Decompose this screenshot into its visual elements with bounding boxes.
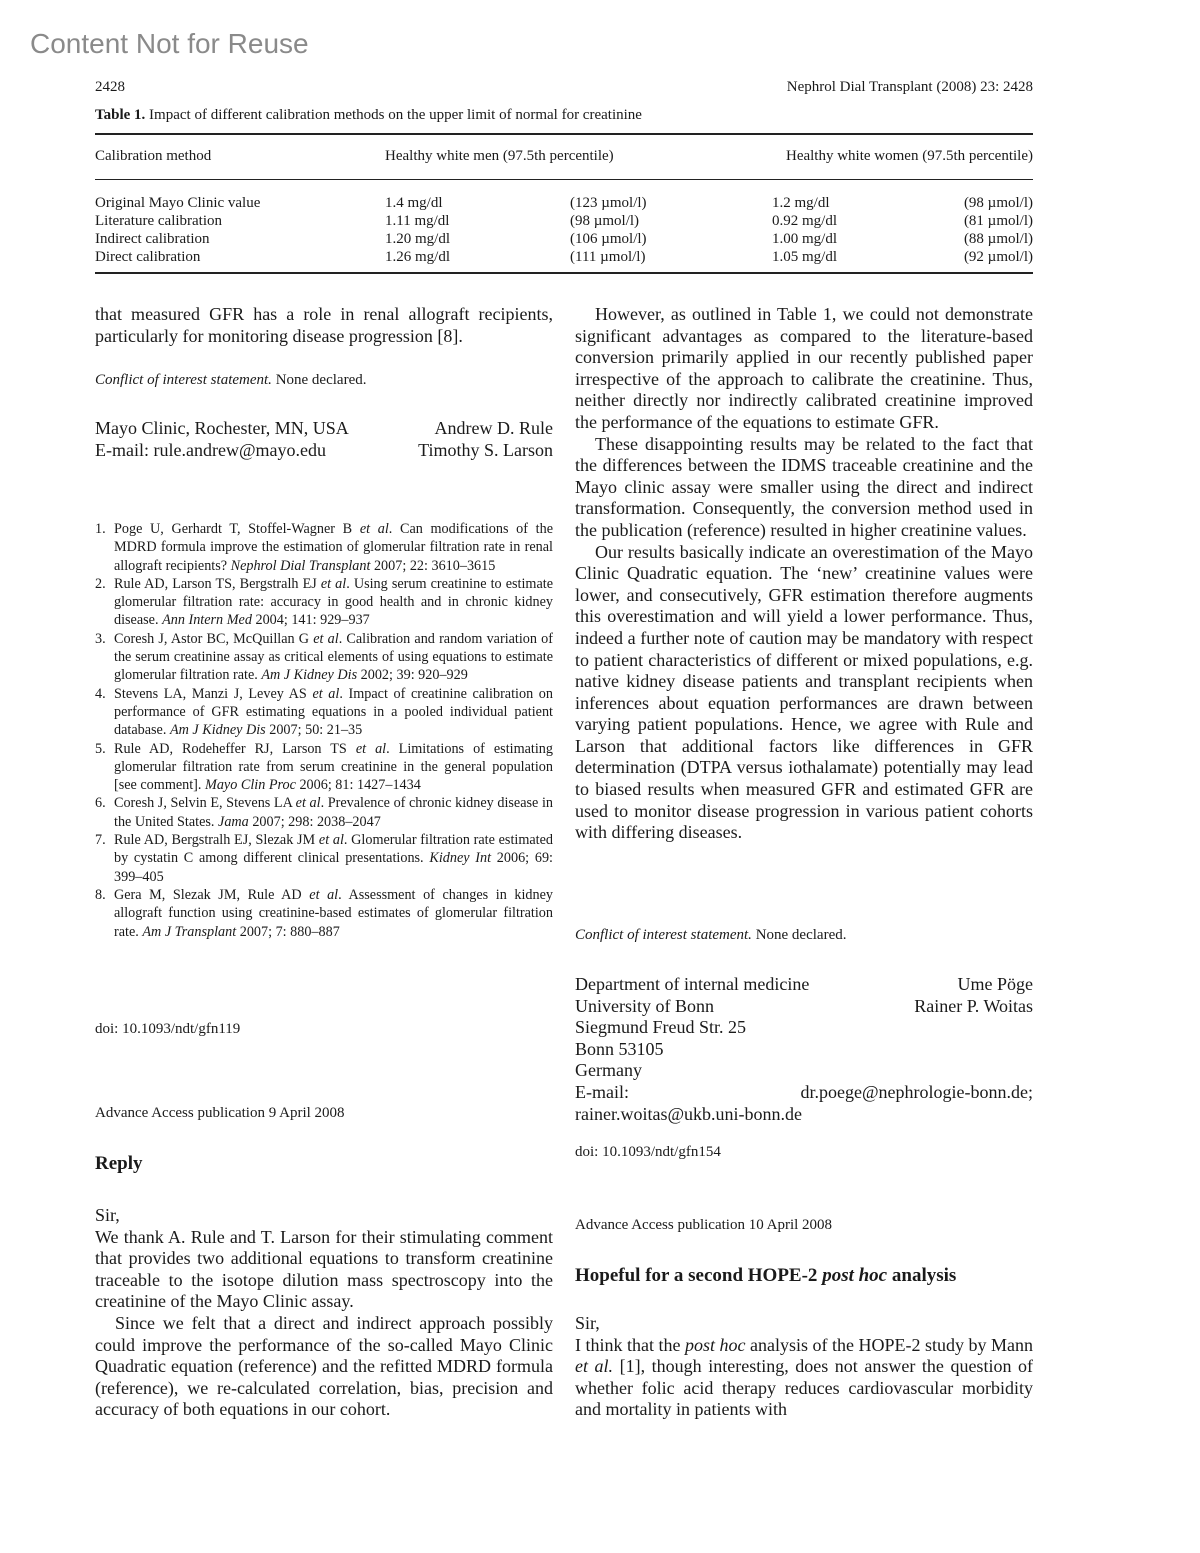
table-title: Impact of different calibration methods on the upper limit of normal for creatinine xyxy=(149,107,642,123)
cell-method: Indirect calibration xyxy=(95,231,210,247)
affiliation-line: Siegmund Freud Str. 25 xyxy=(575,1017,747,1038)
left-doi: doi: 10.1093/ndt/gfn119 xyxy=(95,1021,241,1037)
table-body xyxy=(95,180,1033,264)
left-advance-access: Advance Access publication 9 April 2008 xyxy=(95,1105,345,1121)
reference-list xyxy=(95,520,553,941)
author-name: Andrew D. Rule xyxy=(434,418,553,438)
coi-label: Conflict of interest statement. xyxy=(95,372,272,388)
article-body xyxy=(575,1313,1033,1421)
salutation: Sir, xyxy=(575,1313,600,1333)
reference-item: 5. Rule AD, Rodeheffer RJ, Larson TS et al. Limitations of estimating glomerular filtration rate from serum creatinine in the general population [see comment]. Mayo Clin Proc 2006; 81: 1427–1434 xyxy=(95,740,553,794)
body-paragraph: However, as outlined in Table 1, we could not demonstrate significant advantages as compared to the literature-based conversion primarily applied in our recently published paper irrespective of the approach to calibrate the creatinine. Thus, neither directly nor indirectly calibrated creatinine improved the performance of the equations to estimate GFR. xyxy=(575,304,1033,432)
cell-method: Original Mayo Clinic value xyxy=(95,195,261,211)
coi-text: None declared. xyxy=(271,372,367,388)
cell-men-mg: 1.26 mg/dl xyxy=(385,249,451,265)
cell-women-mg: 1.00 mg/dl xyxy=(772,231,838,247)
cell-women-umol: (88 µmol/l) xyxy=(963,231,1033,247)
affiliation-line: Bonn 53105 xyxy=(575,1038,664,1059)
reference-item: 7. Rule AD, Bergstralh EJ, Slezak JM et al. Glomerular filtration rate estimated by cystatin C among different clinical presentations. Kidney Int 2006; 69: 399–405 xyxy=(95,832,553,885)
reference-item: 3. Coresh J, Astor BC, McQuillan G et al. Calibration and random variation of the serum creatinine assay as critical elements of using equations to estimate glomerular filtration rate. Am J Kidney Dis 2002; 39: 920–929 xyxy=(95,630,553,684)
right-affiliation xyxy=(575,974,1033,1125)
reference-item: 1. Poge U, Gerhardt T, Stoffel-Wagner B et al. Can modifications of the MDRD formula improve the estimation of glomerular filtration rate in renal allograft recipients? Nephrol Dial Transplant 2007; 22: 3610–3615 xyxy=(95,521,554,574)
table-bottom-rule xyxy=(95,272,1033,274)
reply-paragraph: We thank A. Rule and T. Larson for their stimulating comment that provides two additional equations to transform creatinine traceable to the isotope dilution mass spectroscopy into the creatinine of the Mayo Clinic assay. xyxy=(95,1226,553,1312)
right-body xyxy=(575,304,1033,844)
cell-method: Direct calibration xyxy=(95,249,201,265)
reference-item: 2. Rule AD, Larson TS, Bergstralh EJ et al. Using serum creatinine to estimate glomerular filtration rate: accuracy in good health and in chronic kidney disease. Ann Intern Med 2004; 141: 929–937 xyxy=(95,575,553,629)
cell-women-umol: (98 µmol/l) xyxy=(963,195,1033,211)
reference-item: 6. Coresh J, Selvin E, Stevens LA et al. Prevalence of chronic kidney disease in the United States. Jama 2007; 298: 2038–2047 xyxy=(95,795,553,830)
table-header-row xyxy=(95,135,1033,167)
author-name: Rainer P. Woitas xyxy=(914,995,1033,1016)
table-row xyxy=(95,249,1033,267)
table-row xyxy=(95,231,1033,249)
reference-item: 4. Stevens LA, Manzi J, Levey AS et al. Impact of creatinine calibration on performance of GFR estimating equations in a pooled individual patient database. Am J Kidney Dis 2007; 50: 21–35 xyxy=(95,685,553,739)
right-advance-access: Advance Access publication 10 April 2008 xyxy=(575,1217,833,1233)
calibration-table xyxy=(95,133,1033,274)
page-number: 2428 xyxy=(95,79,125,95)
left-conflict-statement xyxy=(95,371,553,389)
cell-men-umol: (111 µmol/l) xyxy=(570,249,646,265)
affiliation-email: E-mail: rule.andrew@mayo.edu xyxy=(95,439,326,460)
cell-women-mg: 0.92 mg/dl xyxy=(772,213,838,229)
cell-men-mg: 1.4 mg/dl xyxy=(385,195,443,211)
reply-body xyxy=(95,1205,553,1421)
left-affiliation xyxy=(95,418,553,461)
article-heading: Hopeful for a second HOPE-2 post hoc analysis xyxy=(575,1265,957,1286)
coi-text: None declared. xyxy=(751,927,847,943)
reference-item: 8. Gera M, Slezak JM, Rule AD et al. Assessment of changes in kidney allograft function using creatinine-based estimates of glomerular filtration rate. Am J Transplant 2007; 7: 880–887 xyxy=(95,886,554,940)
left-opening xyxy=(95,304,553,347)
table-row xyxy=(95,213,1033,231)
cell-women-mg: 1.05 mg/dl xyxy=(772,249,838,265)
table-caption xyxy=(95,107,642,124)
cell-women-umol: (81 µmol/l) xyxy=(963,213,1033,229)
cell-men-umol: (98 µmol/l) xyxy=(570,213,640,229)
header-men: Healthy white men (97.5th percentile) xyxy=(385,148,614,164)
author-name: Ume Pöge xyxy=(957,974,1033,994)
affiliation-line: Germany xyxy=(575,1060,642,1081)
journal-reference: Nephrol Dial Transplant (2008) 23: 2428 xyxy=(786,79,1033,95)
right-conflict-statement xyxy=(575,926,1033,944)
article-paragraph: I think that the post hoc analysis of the HOPE-2 study by Mann et al. [1], though interesting, does not answer the question of whether folic acid therapy reduces cardiovascular morbidity and mortality in patients with xyxy=(575,1334,1033,1420)
cell-men-umol: (106 µmol/l) xyxy=(570,231,647,247)
cell-men-umol: (123 µmol/l) xyxy=(570,195,647,211)
salutation: Sir, xyxy=(95,1205,120,1225)
cell-men-mg: 1.20 mg/dl xyxy=(385,231,451,247)
reply-paragraph: Since we felt that a direct and indirect approach possibly could improve the performance of the so-called Mayo Clinic Quadratic equation (reference) and the refitted MDRD formula (reference), we re-calculated correlation, bias, precision and accuracy of both equations in our cohort. xyxy=(95,1312,553,1420)
cell-men-mg: 1.11 mg/dl xyxy=(385,213,450,229)
affiliation-email: E-mail: dr.poege@nephrologie-bonn.de; rainer.woitas@ukb.uni-bonn.de xyxy=(575,1081,1033,1124)
header-women: Healthy white women (97.5th percentile) xyxy=(785,148,1033,164)
cell-women-mg: 1.2 mg/dl xyxy=(772,195,830,211)
watermark: Content Not for Reuse xyxy=(30,28,309,59)
cell-method: Literature calibration xyxy=(95,213,223,229)
left-opening-paragraph: that measured GFR has a role in renal allograft recipients, particularly for monitoring disease progression [8]. xyxy=(95,304,553,346)
cell-women-umol: (92 µmol/l) xyxy=(963,249,1033,265)
coi-label: Conflict of interest statement. xyxy=(575,927,752,943)
body-paragraph: Our results basically indicate an overestimation of the Mayo Clinic Quadratic equation. The ‘new’ creatinine values were lower, and consecutively, GFR estimation therefore augments this overestimation and will yield a lower performance. Thus, indeed a further note of caution may be mandatory with respect to patient characteristics of different or mixed populations, e.g. native kidney disease patients and transplant recipients when inferences about equation performances are drawn between varying patient populations. Hence, we agree with Rule and Larson that additional factors like differences in GFR determination (DTPA versus iothalamate) potentially may lead to biased results when measured GFR and estimated GFR are used to monitor disease progression in various patient cohorts with differing diseases. xyxy=(575,541,1033,843)
right-doi: doi: 10.1093/ndt/gfn154 xyxy=(575,1144,721,1160)
author-name: Timothy S. Larson xyxy=(418,439,553,460)
header-calibration-method: Calibration method xyxy=(95,148,212,164)
affiliation-line: University of Bonn xyxy=(575,995,714,1016)
reply-heading: Reply xyxy=(95,1153,143,1174)
table-row xyxy=(95,195,1033,213)
table-label: Table 1. xyxy=(95,107,146,123)
affiliation-institution: Mayo Clinic, Rochester, MN, USA xyxy=(95,418,349,438)
body-paragraph: These disappointing results may be related to the fact that the differences between the IDMS traceable creatinine and the Mayo clinic assay were smaller using the direct and indirect transformation. Consequently, the conversion method used in the publication (reference) resulted in higher creatinine values. xyxy=(575,433,1033,540)
affiliation-line: Department of internal medicine xyxy=(575,974,810,994)
